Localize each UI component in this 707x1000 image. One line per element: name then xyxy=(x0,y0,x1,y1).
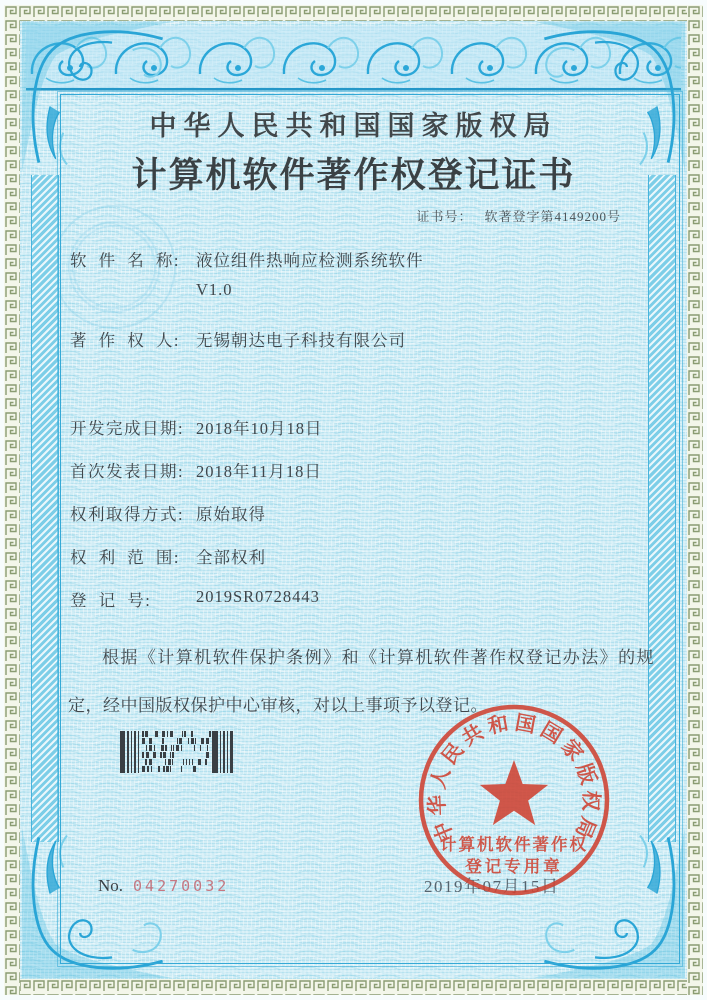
field-value: 2018年11月18日 xyxy=(196,462,322,481)
authority-title: 中华人民共和国国家版权局 xyxy=(149,111,558,141)
field-publication-date xyxy=(70,458,322,482)
serial-prefix: No. xyxy=(98,876,124,895)
field-label: 开发完成日期: xyxy=(70,419,185,438)
certificate-number-line xyxy=(416,206,621,225)
seal-text-line2: 登记专用章 xyxy=(465,857,563,876)
seal-ring-text: 中华人民共和国国家版权局 xyxy=(426,712,602,846)
field-label: 著 作 权 人: xyxy=(70,331,180,350)
field-label: 软 件 名 称: xyxy=(70,251,180,270)
field-registration-number xyxy=(70,587,320,611)
barcode-2d xyxy=(120,731,238,773)
field-value-version: V1.0 xyxy=(196,280,233,299)
field-value: 液位组件热响应检测系统软件 xyxy=(196,251,424,270)
serial-number-line xyxy=(98,876,229,896)
certificate-title: 计算机软件著作权登记证书 xyxy=(131,156,576,195)
star-icon xyxy=(480,760,548,825)
field-copyright-owner xyxy=(70,327,406,351)
serial-number: 04270032 xyxy=(133,877,230,895)
greek-key-border-bottom xyxy=(4,979,703,995)
certificate-number-value: 软著登字第4149200号 xyxy=(484,209,621,224)
field-label: 权 利 范 围: xyxy=(70,548,180,567)
field-label: 首次发表日期: xyxy=(70,462,185,481)
field-value: 2018年10月18日 xyxy=(196,419,323,438)
field-software-name xyxy=(70,247,424,300)
official-seal xyxy=(414,700,614,900)
field-completion-date xyxy=(70,415,323,439)
seal-text-line1: 计算机软件著作权 xyxy=(440,835,588,854)
field-label: 登 记 号: xyxy=(70,591,152,610)
issue-date: 2019年07月15日 xyxy=(424,877,560,896)
field-acquisition-method xyxy=(70,501,266,525)
field-rights-scope xyxy=(70,544,266,568)
field-value: 2019SR0728443 xyxy=(196,587,320,606)
rope-border-left xyxy=(31,175,59,842)
registration-statement: 根据《计算机软件保护条例》和《计算机软件著作权登记办法》的规定，经中国版权保护中心审核，对以上事项予以登记。 xyxy=(68,648,654,715)
certificate-number-label: 证书号： xyxy=(416,209,473,224)
greek-key-border-top xyxy=(4,5,703,21)
field-label: 权利取得方式: xyxy=(70,505,185,524)
field-value: 无锡朝达电子科技有限公司 xyxy=(196,331,406,350)
field-value: 原始取得 xyxy=(196,505,266,524)
field-value: 全部权利 xyxy=(196,548,266,567)
